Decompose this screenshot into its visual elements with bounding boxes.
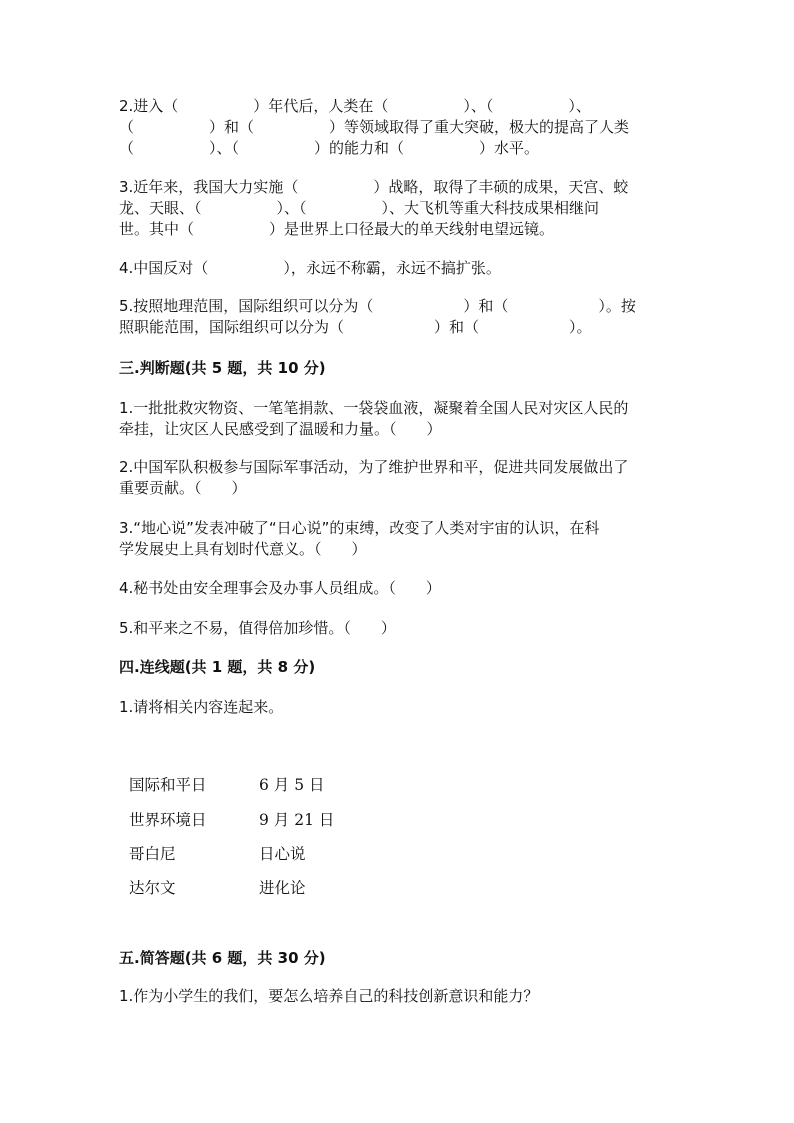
matching-right-item: 进化论: [259, 879, 306, 897]
matching-right-item: 6 月 5 日: [259, 776, 325, 794]
matching-left-item: 达尔文: [129, 879, 176, 897]
fill-question-4: 4.中国反对（ ），永远不称霸，永远不搞扩张。: [119, 259, 501, 277]
judgement-question-1: 1.一批批救灾物资、一笔笔捐款、一袋袋血液，凝聚着全国人民对灾区人民的 牵挂，让灾区人民感受到了温暖和力量。（ ）: [119, 399, 629, 438]
short-answer-question-1: 1.作为小学生的我们，要怎么培养自己的科技创新意识和能力？: [119, 987, 539, 1005]
matching-left-item: 世界环境日: [129, 811, 207, 829]
section-heading-short-answer: 五.简答题(共 6 题，共 30 分): [119, 949, 326, 967]
matching-right-item: 日心说: [259, 845, 306, 863]
fill-question-2: 2.进入（ ）年代后，人类在（ ）、（ ）、 （ ）和（ ）等领域取得了重大突破，极大的提高了人类 （ ）、（ ）的能力和（ ）水平。: [119, 97, 630, 157]
judgement-question-5: 5.和平来之不易，值得倍加珍惜。（ ）: [119, 619, 396, 637]
judgement-question-3: 3.“地心说”发表冲破了“日心说”的束缚，改变了人类对宇宙的认识，在科 学发展史上具有划时代意义。（ ）: [119, 519, 600, 558]
matching-left-item: 国际和平日: [129, 776, 207, 794]
judgement-question-2: 2.中国军队积极参与国际军事活动，为了维护世界和平，促进共同发展做出了 重要贡献。（ ）: [119, 458, 629, 497]
section-heading-matching: 四.连线题(共 1 题，共 8 分): [119, 658, 316, 676]
section-heading-judgement: 三.判断题(共 5 题，共 10 分): [119, 359, 326, 377]
matching-prompt: 1.请将相关内容连起来。: [119, 698, 284, 716]
fill-question-5: 5.按照地理范围，国际组织可以分为（ ）和（ ）。按 照职能范围，国际组织可以分为（ ）和（ ）。: [119, 297, 636, 336]
matching-left-item: 哥白尼: [129, 845, 176, 863]
matching-right-item: 9 月 21 日: [259, 811, 335, 829]
fill-question-3: 3.近年来，我国大力实施（ ）战略，取得了丰硕的成果，天宫、蛟 龙、天眼、（ ）、（ ）、大飞机等重大科技成果相继问 世。其中（ ）是世界上口径最大的单天线射电望远镜。: [119, 178, 629, 238]
judgement-question-4: 4.秘书处由安全理事会及办事人员组成。（ ）: [119, 579, 441, 597]
